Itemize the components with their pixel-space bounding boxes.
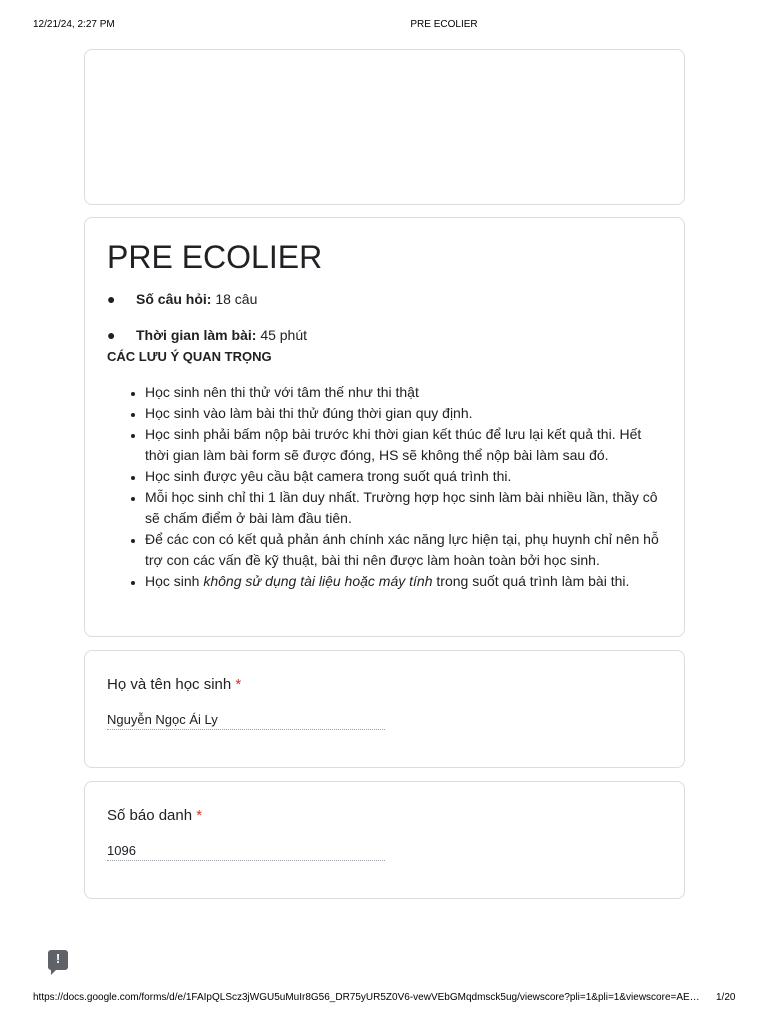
list-item: • Học sinh vào làm bài thi thử đúng thời gian quy định. — [145, 403, 667, 424]
form-title: PRE ECOLIER — [107, 239, 323, 275]
note-prefix: Học sinh — [145, 573, 204, 589]
question-card-student-name — [84, 650, 685, 768]
note-emphasis: không sử dụng tài liệu hoặc máy tính — [203, 573, 433, 589]
print-page-number: 1/20 — [716, 992, 736, 1003]
duration-line — [107, 327, 307, 343]
question-title: Họ và tên học sinh — [107, 676, 232, 693]
question-card-candidate-number — [84, 781, 685, 899]
print-page-title: PRE ECOLIER — [410, 19, 478, 30]
notes-heading: CÁC LƯU Ý QUAN TRỌNG — [107, 349, 272, 364]
notes-list — [107, 382, 667, 592]
question-label — [107, 676, 241, 693]
question-label — [107, 807, 202, 824]
list-item: • Học sinh phải bấm nộp bài trước khi thời gian kết thúc để lưu lại kết quả thi. Hết thời gian làm bài form sẽ được đóng, HS sẽ không thể nộp bài làm sau đó. — [145, 424, 667, 466]
question-count-line — [107, 291, 257, 307]
print-url: https://docs.google.com/forms/d/e/1FAIpQLScz3jWGU5uMuIr8G56_DR75yUR5Z0V6-vewVEbGMqdmsck5ug/viewscore?pli=1&pli=1&viewscore=AE… — [33, 992, 700, 1003]
list-item: • Học sinh được yêu cầu bật camera trong suốt quá trình thi. — [145, 466, 667, 487]
question-title: Số báo danh — [107, 807, 193, 824]
duration-value: 45 phút — [260, 327, 308, 343]
note-suffix: trong suốt quá trình làm bài thi. — [432, 573, 630, 589]
duration-label: Thời gian làm bài: — [136, 327, 257, 343]
print-datetime: 12/21/24, 2:27 PM — [33, 19, 115, 30]
form-header-banner — [84, 49, 685, 205]
list-item — [145, 571, 667, 592]
bullet-icon: ● — [107, 327, 116, 343]
list-item: • Mỗi học sinh chỉ thi 1 lần duy nhất. Trường hợp học sinh làm bài nhiều lần, thầy cô sẽ chấm điểm ở bài làm đầu tiên. — [145, 487, 667, 529]
question-count-label: Số câu hỏi: — [136, 291, 212, 307]
student-name-answer: Nguyễn Ngọc Ái Ly — [107, 712, 385, 730]
form-description-card — [84, 217, 685, 637]
required-mark: * — [235, 676, 242, 693]
question-count-value: 18 câu — [215, 291, 258, 307]
required-mark: * — [196, 807, 203, 824]
report-feedback-icon[interactable]: ! — [48, 950, 68, 970]
bullet-icon: ● — [107, 291, 116, 307]
candidate-number-answer: 1096 — [107, 843, 385, 861]
list-item: • Để các con có kết quả phản ánh chính xác năng lực hiện tại, phụ huynh chỉ nên hỗ trợ con các vấn đề kỹ thuật, bài thi nên được làm hoàn toàn bởi học sinh. — [145, 529, 667, 571]
list-item: • Học sinh nên thi thử với tâm thế như thi thật — [145, 382, 667, 403]
